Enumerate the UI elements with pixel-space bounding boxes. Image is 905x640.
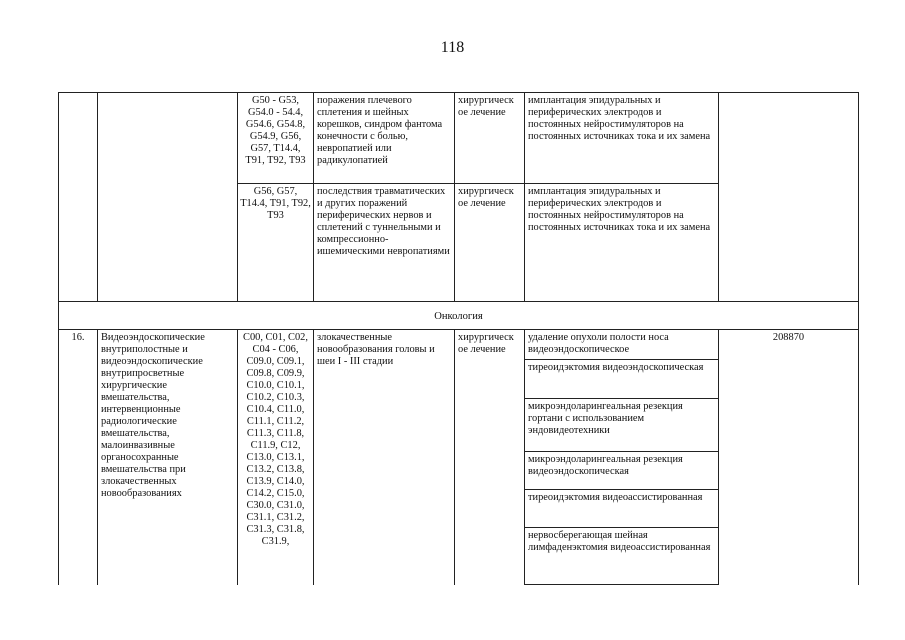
- treatment-type-cell: хирургическ ое лечение: [455, 330, 525, 585]
- row-number: 16.: [59, 330, 98, 585]
- methods-list: [525, 330, 718, 580]
- method-item: тиреоидэктомия видеоэндоскопическая: [525, 360, 718, 399]
- page-number: 118: [440, 39, 465, 56]
- name-cell: Видеоэндоскопические внутриполостные и видеоэндоскопические внутрипросветные хирургические вмешательства, интервенционные радиологические вмешательства, малоинвазивные органосохранные вмешательства при злокачественных новообразованиях: [98, 330, 238, 585]
- number-cell: [59, 93, 98, 302]
- method-item: удаление опухоли полости носа видеоэндоскопическое: [525, 330, 718, 360]
- table-row: [59, 330, 859, 585]
- codes-cell: G56, G57, T14.4, T91, T92, T93: [238, 184, 314, 302]
- treatment-type-cell: хирургическ ое лечение: [455, 184, 525, 302]
- method-cell: имплантация эпидуральных и периферических электродов и постоянных нейростимуляторов на постоянных источниках тока и их замена: [525, 184, 719, 302]
- codes-cell: C00, C01, C02, C04 - C06, C09.0, C09.1, C09.8, C09.9, C10.0, C10.1, C10.2, C10.3, C10.4, C11.0, C11.1, C11.2, C11.3, C11.8, C11.9, C12, C13.0, C13.1, C13.2, C13.8, C13.9, C14.0, C14.2, C15.0, C30.0, C31.0, C31.1, C31.2, C31.3, C31.8, C31.9,: [238, 330, 314, 585]
- name-cell: [98, 93, 238, 302]
- method-item: микроэндоларингеальная резекция гортани с использованием эндовидеотехники: [525, 399, 718, 452]
- method-item: микроэндоларингеальная резекция видеоэндоскопическая: [525, 452, 718, 490]
- price-cell: 208870: [719, 330, 859, 585]
- section-title: Онкология: [59, 302, 859, 330]
- condition-cell: злокачественные новообразования головы и шеи I - III стадии: [314, 330, 455, 585]
- treatment-type-cell: хирургическ ое лечение: [455, 93, 525, 184]
- table-row: [59, 93, 859, 184]
- condition-cell: последствия травматических и других поражений периферических нервов и сплетений с туннельными и компрессионно-ишемическими невропатиями: [314, 184, 455, 302]
- condition-cell: поражения плечевого сплетения и шейных корешков, синдром фантома конечности с болью, невропатией или радикулопатией: [314, 93, 455, 184]
- methods-cell: [525, 330, 719, 585]
- medical-care-table: [58, 92, 859, 585]
- method-item: тиреоидэктомия видеоассистированная: [525, 490, 718, 528]
- price-cell: [719, 93, 859, 302]
- method-item: нервосберегающая шейная лимфаденэктомия видеоассистированная: [528, 530, 711, 553]
- section-row: [59, 302, 859, 330]
- codes-cell: G50 - G53, G54.0 - 54.4, G54.6, G54.8, G54.9, G56, G57, T14.4, T91, T92, T93: [238, 93, 314, 184]
- method-cell: имплантация эпидуральных и периферических электродов и постоянных нейростимуляторов на постоянных источниках тока и их замена: [525, 93, 719, 184]
